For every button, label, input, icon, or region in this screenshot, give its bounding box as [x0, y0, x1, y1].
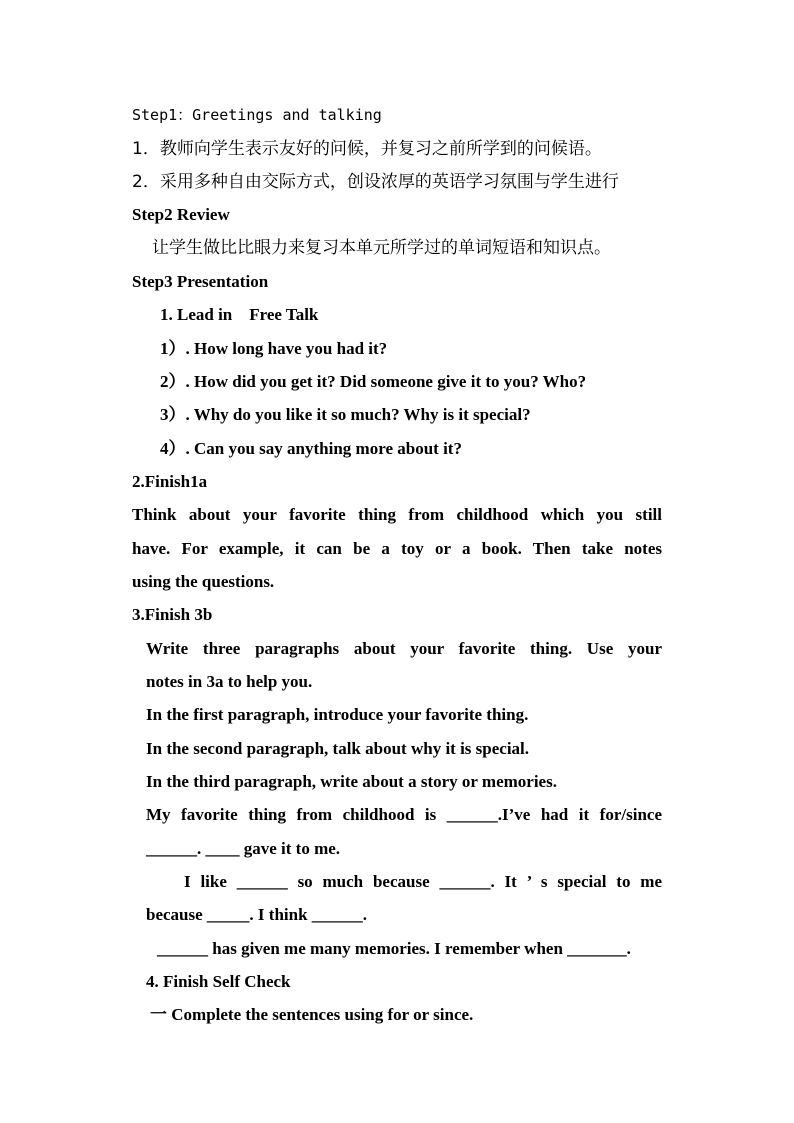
template-line-3: I like ______ so much because ______. It ’ s special to me: [184, 872, 662, 891]
paragraph-guide-1: In the first paragraph, introduce your favorite thing.: [146, 705, 529, 724]
paragraph-guide-2: In the second paragraph, talk about why it is special.: [146, 739, 530, 758]
step1-item-2: 2．采用多种自由交际方式，创设浓厚的英语学习氛围与学生进行: [132, 172, 619, 192]
self-check-instruction: 一 Complete the sentences using for or since.: [150, 1005, 474, 1024]
template-line-5: ______ has given me many memories. I remember when _______.: [157, 939, 631, 958]
finish-1a-text-line-1: Think about your favorite thing from childhood which you still: [132, 505, 662, 524]
finish-3b-instruction-line-1: Write three paragraphs about your favorite thing. Use your: [146, 639, 662, 658]
step2-heading: Step2 Review: [132, 205, 230, 224]
question-2: 2）. How did you get it? Did someone give it to you? Who?: [160, 372, 587, 391]
template-line-1: My favorite thing from childhood is ______.I’ve had it for/since: [146, 805, 662, 824]
finish-3b-instruction-line-2: notes in 3a to help you.: [146, 672, 313, 691]
question-1: 1）. How long have you had it?: [160, 339, 388, 358]
finish-1a-heading: 2.Finish1a: [132, 472, 208, 491]
step1-item-1: 1．教师向学生表示友好的问候，并复习之前所学到的问候语。: [132, 139, 602, 159]
step2-text: 让学生做比比眼力来复习本单元所学过的单词短语和知识点。: [152, 238, 611, 258]
step1-heading: Step1：Greetings and talking: [132, 106, 382, 124]
question-3: 3）. Why do you like it so much? Why is it special?: [160, 405, 531, 424]
step3-heading: Step3 Presentation: [132, 272, 269, 291]
template-line-2: ______. ____ gave it to me.: [146, 839, 341, 858]
template-line-4: because _____. I think ______.: [146, 905, 368, 924]
lead-in-heading: 1. Lead in Free Talk: [160, 305, 319, 324]
finish-1a-text-line-3: using the questions.: [132, 572, 275, 591]
finish-1a-text-line-2: have. For example, it can be a toy or a book. Then take notes: [132, 539, 662, 558]
finish-3b-heading: 3.Finish 3b: [132, 605, 213, 624]
self-check-heading: 4. Finish Self Check: [146, 972, 291, 991]
question-4: 4）. Can you say anything more about it?: [160, 439, 462, 458]
paragraph-guide-3: In the third paragraph, write about a story or memories.: [146, 772, 557, 791]
